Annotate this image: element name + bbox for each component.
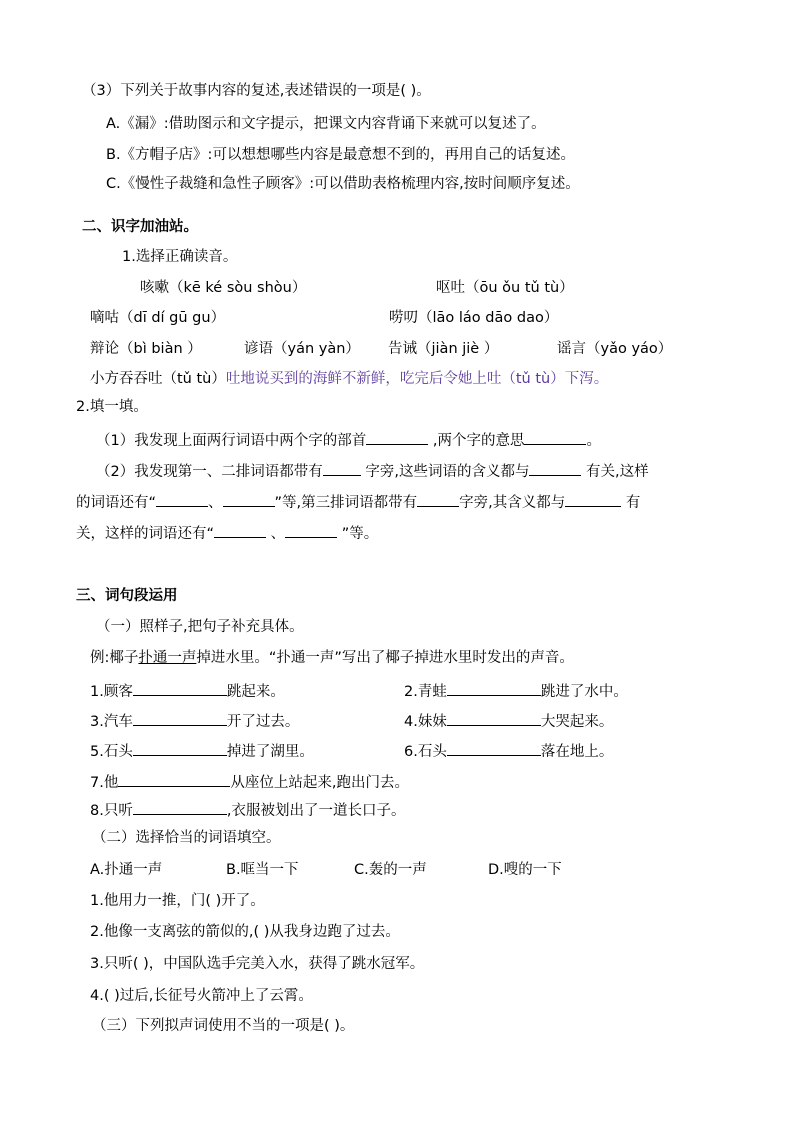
example-text-a: 例:椰子: [90, 650, 139, 666]
section3-part1: （一）照样子,把句子补充具体。: [96, 619, 304, 635]
item-8-blank[interactable]: [133, 799, 227, 815]
item-8: [90, 799, 405, 820]
sentence-2: 2.他像一支离弦的箭似的,( )从我身边跑了过去。: [90, 924, 400, 940]
example-underlined: 扑通一声: [138, 650, 197, 666]
option-c: C.轰的一声: [354, 862, 427, 878]
sentence-4: 4.( )过后,长征号火箭冲上了云霄。: [90, 988, 313, 1004]
blank-radical-3[interactable]: [417, 491, 459, 507]
blank-radical-2[interactable]: [323, 460, 361, 476]
item-7-text-b: 从座位上站起来,跑出门去。: [230, 775, 409, 791]
q3-option-c: [106, 175, 580, 193]
fill-3-text-a: 的词语还有“: [76, 495, 157, 511]
section2-title: 二、识字加油站。: [82, 219, 198, 235]
item-4-blank[interactable]: [447, 710, 541, 726]
pinyin-digu: 嘀咕（dī dí gū gu）: [90, 310, 226, 326]
blank-meaning[interactable]: [524, 429, 586, 445]
item-1-text-a: 1.顾客: [90, 684, 133, 700]
item-2-blank[interactable]: [447, 680, 541, 696]
fill-4-text-a: 关，这样的词语还有“: [76, 526, 215, 542]
item-1-text-b: 跳起来。: [226, 684, 285, 700]
fill-line-3: [76, 491, 640, 512]
example-text-b: 掉进水里。“扑通一声”写出了椰子掉进水里时发出的声音。: [196, 650, 574, 666]
blank-word-3[interactable]: [214, 522, 266, 538]
pinyin-outu: 呕吐（ōu ǒu tǔ tù）: [436, 280, 574, 296]
pinyin-sentence-part1: 小方吞吞吐（tǔ tù）: [90, 371, 226, 387]
fill-3-text-b: 、: [208, 495, 223, 511]
option-b: B.哐当一下: [226, 862, 299, 878]
sentence-1: 1.他用力一推，门( )开了。: [90, 893, 265, 909]
blank-word-2[interactable]: [223, 491, 275, 507]
pinyin-yanyu: 谚语（yán yàn）: [244, 341, 360, 357]
fill-2-text-a: （2）我发现第一、二排词语都带有: [96, 464, 323, 480]
item-5: [90, 740, 314, 761]
pinyin-yaoyan: 谣言（yǎo yáo）: [557, 341, 673, 357]
pinyin-bianlun: 辩论（bì biàn ）: [90, 341, 202, 357]
blank-relation-3[interactable]: [565, 491, 621, 507]
section2-sub2: 2.填一填。: [76, 399, 148, 415]
blank-word-1[interactable]: [156, 491, 208, 507]
example-sentence: [90, 649, 574, 667]
q3-stem: [82, 82, 431, 100]
fill-4-text-b: 、: [266, 526, 286, 542]
item-2: [404, 680, 628, 701]
sentence-3: 3.只听( )，中国队选手完美入水，获得了跳水冠军。: [90, 956, 425, 972]
pinyin-sentence: [90, 370, 608, 388]
item-5-text-a: 5.石头: [90, 744, 133, 760]
q3-option-b-text: B.《方帽子店》:可以想想哪些内容是最意想不到的，再用自己的话复述。: [106, 147, 575, 163]
option-a: A.扑通一声: [90, 862, 163, 878]
item-4-text-a: 4.妹妹: [404, 714, 447, 730]
item-4: [404, 710, 613, 731]
item-6-text-a: 6.石头: [404, 744, 447, 760]
q3-option-a: [106, 115, 546, 133]
item-3-blank[interactable]: [133, 710, 227, 726]
section2-sub1: 1.选择正确读音。: [122, 249, 238, 265]
blank-word-4[interactable]: [285, 522, 337, 538]
item-1: [90, 680, 285, 701]
item-6: [404, 740, 613, 761]
item-5-blank[interactable]: [133, 740, 227, 756]
item-8-text-b: ,衣服被划出了一道长口子。: [226, 803, 406, 819]
section3-part2: （二）选择恰当的词语填空。: [92, 830, 281, 846]
item-1-blank[interactable]: [133, 680, 227, 696]
blank-radical[interactable]: [366, 429, 428, 445]
item-3-text-b: 开了过去。: [226, 714, 300, 730]
pinyin-kesou: 咳嗽（kē ké sòu shòu）: [140, 280, 307, 296]
fill-3-text-e: 有: [621, 495, 641, 511]
item-6-text-b: 落在地上。: [540, 744, 614, 760]
fill-2-text-b: 字旁,这些词语的含义都与: [360, 464, 530, 480]
section3-title: 三、词句段运用: [76, 588, 178, 604]
fill-line-1: [96, 429, 601, 450]
item-7-blank[interactable]: [118, 771, 230, 787]
fill-3-text-c: ”等,第三排词语都带有: [274, 495, 418, 511]
fill-3-text-d: 字旁,其含义都与: [459, 495, 566, 511]
option-d: D.嗖的一下: [488, 862, 562, 878]
pinyin-gaojie: 告诫（jiàn jiè ）: [388, 341, 499, 357]
pinyin-sentence-part2: 吐地说买到的海鲜不新鲜，吃完后令她上吐（tǔ tù）下泻。: [225, 371, 609, 387]
fill-4-text-c: ”等。: [337, 526, 379, 542]
item-5-text-b: 掉进了湖里。: [226, 744, 314, 760]
fill-1-text-a: （1）我发现上面两行词语中两个字的部首: [96, 433, 367, 449]
pinyin-laodao: 唠叨（lāo láo dāo dao）: [389, 310, 559, 326]
q3-option-c-text: C.《慢性子裁缝和急性子顾客》:可以借助表格梳理内容,按时间顺序复述。: [106, 176, 580, 192]
item-2-text-a: 2.青蛙: [404, 684, 447, 700]
fill-2-text-c: 有关,这样: [581, 464, 649, 480]
item-7-text-a: 7.他: [90, 775, 119, 791]
fill-line-4: [76, 522, 378, 543]
item-3: [90, 710, 299, 731]
q3-option-b: [106, 146, 575, 164]
q3-option-a-text: A.《漏》:借助图示和文字提示，把课文内容背诵下来就可以复述了。: [106, 116, 546, 132]
item-6-blank[interactable]: [447, 740, 541, 756]
item-4-text-b: 大哭起来。: [540, 714, 614, 730]
fill-1-text-c: 。: [586, 433, 601, 449]
item-2-text-b: 跳进了水中。: [540, 684, 628, 700]
item-3-text-a: 3.汽车: [90, 714, 133, 730]
fill-line-2: [96, 460, 649, 481]
blank-relation-2[interactable]: [529, 460, 581, 476]
fill-1-text-b: ,两个字的意思: [428, 433, 525, 449]
section3-part3: （三）下列拟声词使用不当的一项是( )。: [92, 1018, 355, 1034]
q3-stem-text: （3）下列关于故事内容的复述,表述错误的一项是( )。: [82, 83, 431, 99]
item-7: [90, 771, 409, 792]
item-8-text-a: 8.只听: [90, 803, 133, 819]
